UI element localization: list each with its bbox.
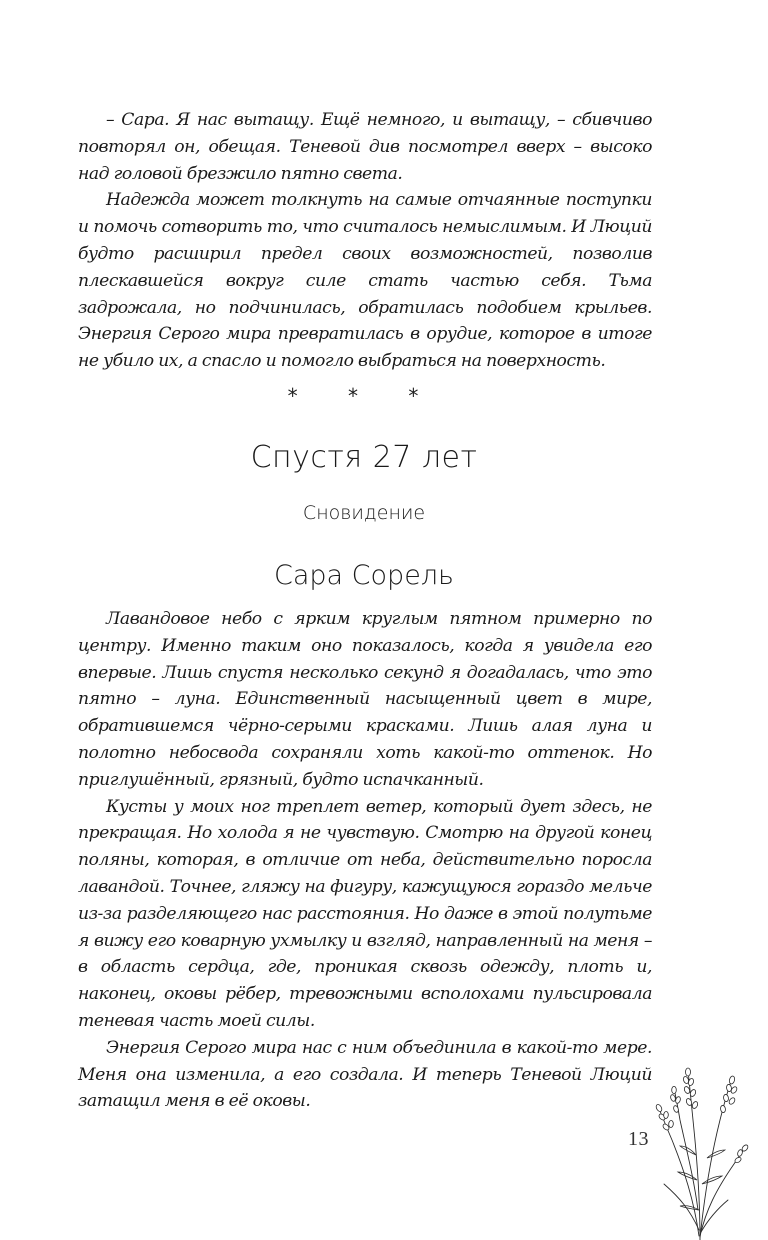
lavender-sprig-icon [650, 1060, 750, 1240]
paragraph: Надежда может толкнуть на самые отчаянные поступки и помочь сотворить то, что считалось немыслимым. И Люций будто расширил предел своих возможностей, позволив плескавшейся вокруг силе стать частью себя. Тьма задрожала, но подчинилась, обратилась подобием крыльев. Энергия Серого мира превратилась в орудие, которое в итоге не убило их, а спасло и помогло выбраться на поверхность. [78, 190, 652, 372]
chapter-title: Спустя 27 лет [250, 440, 478, 475]
paragraph: – Сара. Я нас вытащу. Ещё немного, и вытащу, – сбивчиво повторял он, обещая. Теневой див посмотрел вверх – высоко над головой брезжило пятно света. [78, 110, 652, 184]
bottom-text-block [78, 606, 652, 1115]
chapter-subtitle: Сновидение [302, 502, 426, 524]
pov-character-name: Сара Сорель [274, 560, 454, 591]
top-text-block [78, 107, 652, 375]
paragraph: Энергия Серого мира нас с ним объединила в какой-то мере. Меня она изменила, а его создала. И теперь Теневой Люций затащил меня в её оковы. [78, 1037, 652, 1112]
section-separator: * * * [287, 384, 441, 408]
paragraph: Лавандовое небо с ярким круглым пятном примерно по центру. Именно таким оно показалось, когда я увидела его впервые. Лишь спустя несколько секунд я догадалась, что это пятно – луна. Единственный насыщенный цвет в мире, обратившемся чёрно-серыми красками. Лишь алая луна и полотно небосвода сохраняли хоть какой-то оттенок. Но приглушённый, грязный, будто испачканный. [78, 609, 652, 790]
page-number: 13 [628, 1128, 649, 1150]
paragraph: Кусты у моих ног треплет ветер, который дует здесь, не прекращая. Но холода я не чувствую. Смотрю на другой конец поляны, которая, в отличие от неба, действительно поросла лавандой. Точнее, гляжу на фигуру, кажущуюся гораздо мельче из-за разделяющего нас расстояния. Но даже в этой полутьме я вижу его коварную ухмылку и взгляд, направленный на меня – в область сердца, где, проникая сквозь одежду, плоть и, наконец, оковы рёбер, тревожными всполохами пульсировала теневая часть моей силы. [78, 796, 652, 1031]
